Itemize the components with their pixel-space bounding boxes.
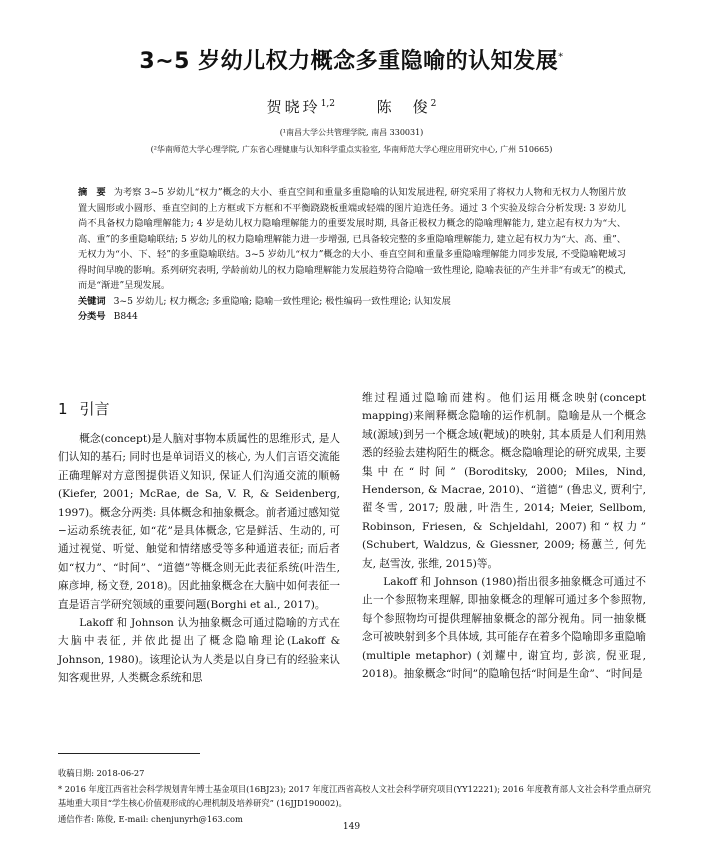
author-affiliation-mark: 2 — [430, 99, 437, 109]
title-footnote-mark: * — [558, 51, 564, 63]
page-number: 149 — [342, 822, 361, 832]
author-name: 陈 俊 — [376, 98, 431, 116]
section-title: 引言 — [79, 400, 110, 418]
keywords — [78, 294, 626, 310]
body-paragraph: Lakoff 和 Johnson 认为抽象概念可通过隐喻的方式在大脑中表征, 并依此提出了概念隐喻理论(Lakoff & Johnson, 1980)。该理论认为人类是以自身已有的经验来认知客观世界, 人类概念系统和思 — [58, 617, 341, 685]
author-affiliation-mark: 1,2 — [320, 99, 336, 109]
body-paragraph: 概念(concept)是人脑对事物本质属性的思维形式, 是人们认知的基石; 同时也是单词语义的核心, 为人们言语交流能正确理解对方意图提供语义知识, 保证人们沟通交流的顺畅(Kiefer, 2001; McRae, de Sa, V. R, & Seidenberg, 1997)。概念分两类: 具体概念和抽象概念。前者通过感知觉−运动系统表征, 如“花”是具体概念, 它是鲜活、生动的, 可通过视觉、听觉、触觉和情绪感受等多种通道表征; 而后者如“权力”、“时间”、“道德”等概念则无此表征系统(叶浩生, 麻彦坤, 杨文登, 2018)。因此抽象概念在大脑中如何表征一直是语言学研究领域的重要问题(Borghi et al., 2017)。 — [58, 433, 340, 611]
body-paragraph: 维过程通过隐喻而建构。他们运用概念映射(concept mapping)来阐释概念隐喻的运作机制。隐喻是从一个概念域(源域)到另一个概念域(靶域)的映射, 其本质是人们利用熟悉的经验去建构陌生的概念。概念隐喻理论的研究成果, 主要集中在“时间” (Boroditsky, 2000; Miles, Nind, Henderson, & Macrae, 2010)、“道德” (鲁忠义, 贾利宁, 翟冬雪, 2017; 殷融, 叶浩生, 2014; Meier, Sellbom, Robinson, Friesen, & Schjeldahl, 2007)和“权力” (Schubert, Waldzus, & Giessner, 2009; 杨蕙兰, 何先友, 赵雪汝, 张维, 2015)等。 — [362, 392, 646, 570]
right-column — [362, 389, 646, 684]
keywords-text: 3~5 岁幼儿; 权力概念; 多重隐喻; 隐喻一致性理论; 极性编码一致性理论; 认知发展 — [113, 295, 451, 307]
abstract-text: 为考察 3~5 岁幼儿“权力”概念的大小、垂直空间和重量多重隐喻的认知发展进程, 研究采用了将权力人物和无权力人物图片放置大圆形或小圆形、垂直空间的上方框或下方框和不平衡跷跷板重端或轻端的图片迫选任务。通过 3 个实验及综合分析发现: 3 岁幼儿尚不具备权力隐喻理解能力; 4 岁是幼儿权力隐喻理解能力的重要发展时期, 具备正极权力概念的隐喻理解能力, 建立起有权力为“大、高、重”的多重隐喻联结; 5 岁幼儿的权力隐喻理解能力进一步增强, 已具备较完整的多重隐喻理解能力, 建立起有权力为“大、高、重”、无权力为“小、下、轻”的多重隐喻联结。3~5 岁幼儿“权力”概念的大小、垂直空间和重量多重隐喻理解能力同步发展, 不受隐喻靶域习得时间早晚的影响。系列研究表明, 学龄前幼儿的权力隐喻理解能力发展趋势符合隐喻一致性理论, 隐喻表征的产生并非“有或无”的模式, 而是“渐进”呈现发展。 — [78, 187, 627, 291]
left-column — [58, 430, 340, 688]
paper-title: 3~5 岁幼儿权力概念多重隐喻的认知发展* — [139, 49, 564, 74]
received-date: 收稿日期: 2018-06-27 — [58, 768, 145, 778]
funding-footnote: * 2016 年度江西省社会科学规划青年博士基金项目(16BJ23); 2017 年度江西省高校人文社会科学研究项目(YY12221); 2016 年度教育部人文社会科学重点研究基地重大项目“学生核心价值观形成的心理机制及培养研究” (16JJD190002)。 — [58, 784, 651, 808]
affiliation: (¹南昌大学公共管理学院, 南昌 330031) — [279, 128, 424, 137]
footnote-divider — [58, 753, 200, 754]
author-list — [0, 96, 703, 117]
classification-code: B844 — [113, 311, 138, 322]
affiliation: (²华南师范大学心理学院, 广东省心理健康与认知科学重点实验室, 华南师范大学心理应用研究中心, 广州 510665) — [150, 145, 553, 154]
abstract-block — [78, 185, 626, 325]
abstract — [78, 185, 626, 294]
section-number: 1 — [58, 400, 68, 418]
keywords-label: 关键词 — [78, 295, 106, 307]
section-heading — [58, 398, 110, 419]
body-paragraph: Lakoff 和 Johnson (1980)指出很多抽象概念可通过不止一个参照物来理解, 即抽象概念的理解可通过多个参照物, 每个参照物均可提供理解抽象概念的部分视角。同一抽象概念可被映射到多个具体域, 其可能存在着多个隐喻即多重隐喻(multiple metaphor) (刘耀中, 谢宜均, 彭滨, 倪亚琨, 2018)。抽象概念“时间”的隐喻包括“时间是生命”、“时间是 — [362, 576, 646, 681]
author-name: 贺晓玲 — [266, 98, 321, 116]
classification — [78, 309, 626, 325]
corresponding-author: 通信作者: 陈俊, E-mail: chenjunyrh@163.com — [58, 814, 243, 824]
classification-label: 分类号 — [78, 311, 106, 322]
abstract-label: 摘 要 — [78, 187, 106, 198]
